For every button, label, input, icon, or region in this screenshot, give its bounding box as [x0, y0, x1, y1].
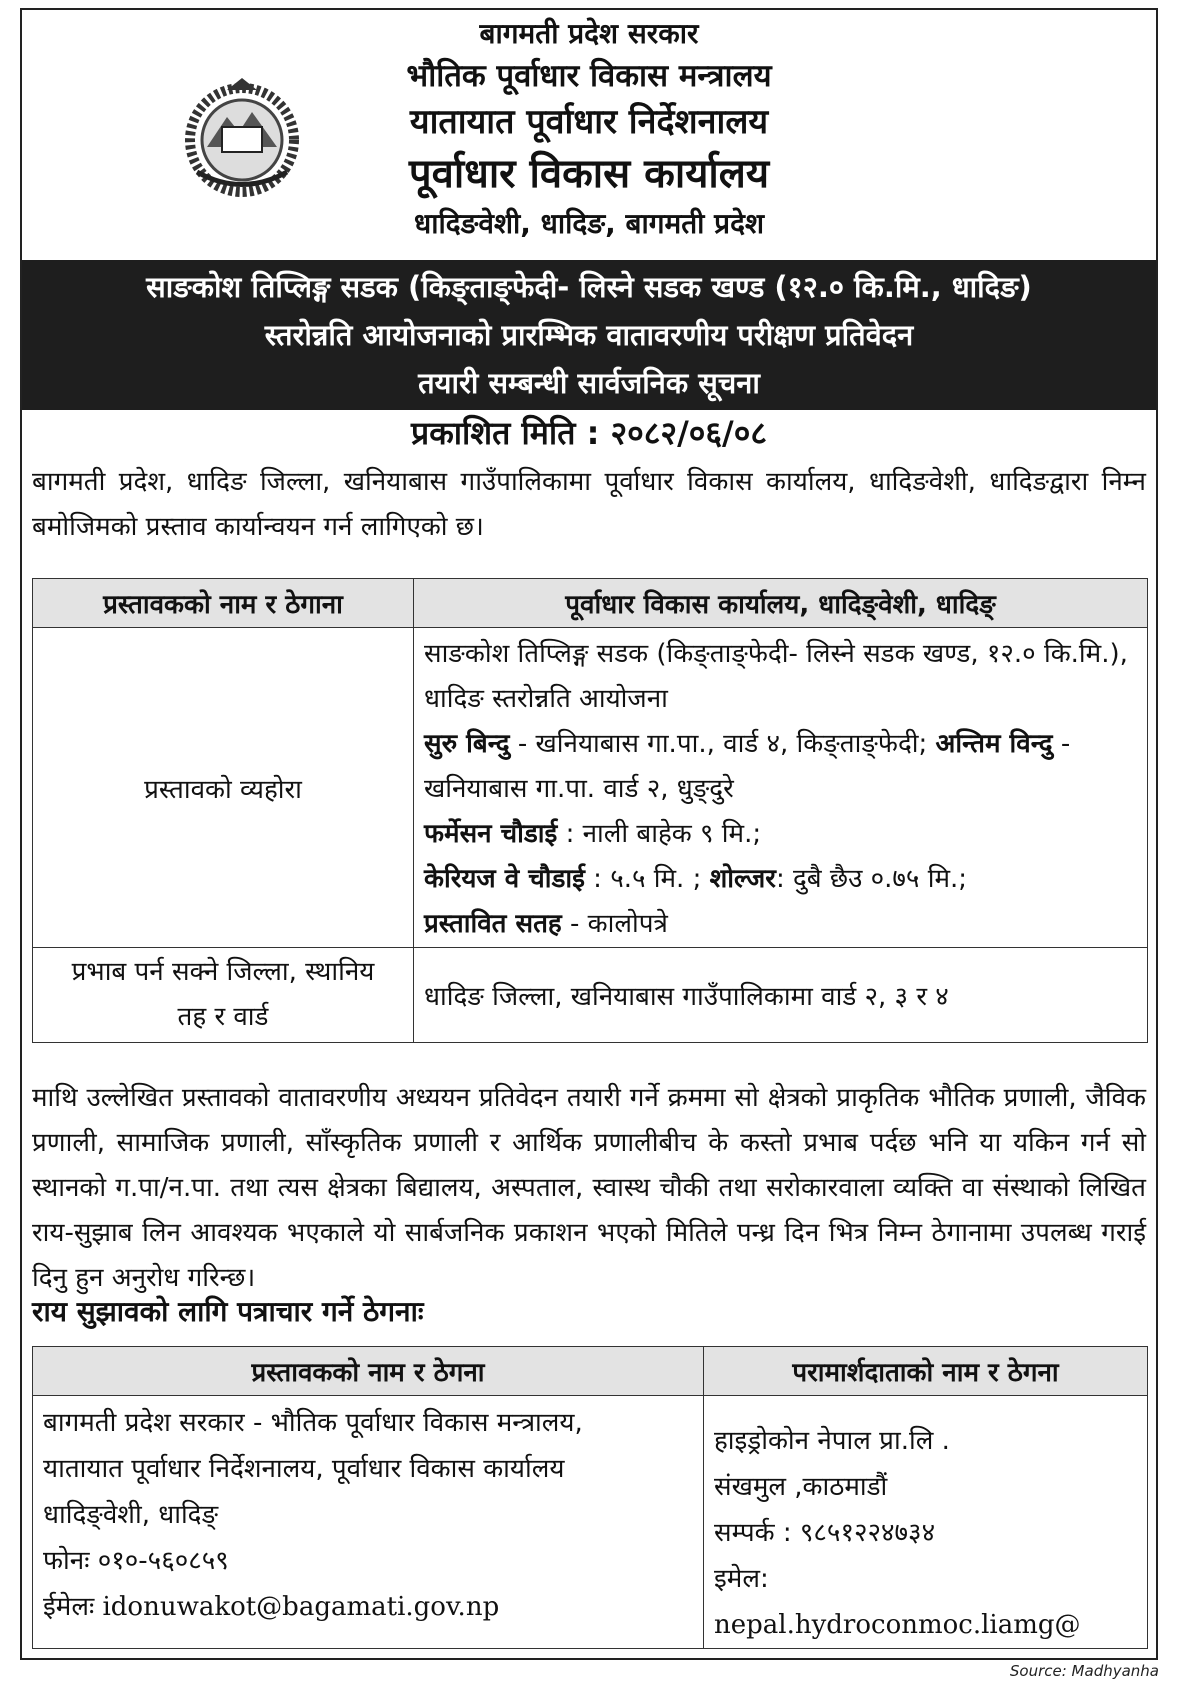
office-header: पूर्वाधार विकास कार्यालय, धादिङ्वेशी, धादिङ् — [414, 579, 1148, 628]
consultant-email-line: इमेल: nepal.hydroconmoc.liamg@ — [714, 1564, 1081, 1640]
header-line-3: यातायात पूर्वाधार निर्देशनालय — [409, 102, 769, 142]
request-paragraph: माथि उल्लेखित प्रस्तावको वातावरणीय अध्ययन प्रतिवेदन तयारी गर्ने क्रममा सो क्षेत्रको प्राकृतिक भौतिक प्रणाली, जैविक प्रणाली, सामाजिक प्रणाली, साँस्कृतिक प्रणाली र आर्थिक प्रणालीबीच के कस्तो प्रभाब पर्दछ भनि या यकिन गर्न सो स्थानको ग.पा/न.पा. तथा त्यस क्षेत्रका बिद्यालय, अस्पताल, स्वास्थ चौकी तथा सरोकारवाला व्यक्ति वा संस्थाको लिखित राय-सुझाब लिन आवश्यक भएकाले यो सार्बजनिक प्रकाशन भएको मितिले पन्ध्र दिन भित्र निम्न ठेगानामा उपलब्ध गराई दिनु हुन अनुरोध गरिन्छ। — [32, 1083, 1146, 1293]
government-emblem-icon — [177, 72, 307, 202]
proposer-header: प्रस्तावकको नाम र ठेगाना — [33, 579, 414, 628]
proposer-contact: बागमती प्रदेश सरकार - भौतिक पूर्वाधार विकास मन्त्रालय, यातायात पूर्वाधार निर्देशनालय, पूर्वाधार विकास कार्यालय धादिङ्वेशी, धादिङ् फोनः ०१०-५६०८५९ ईमेलः idonuwakot@bagamati.gov.np — [33, 1396, 704, 1649]
affected-area-value: धादिङ जिल्ला, खनियाबास गाउँपालिकामा वार्ड २, ३ र ४ — [414, 948, 1148, 1043]
source-credit: Source: Madhyanha — [1009, 1662, 1159, 1680]
header-line-1: बागमती प्रदेश सरकार — [479, 17, 699, 50]
correspondence-heading: राय सुझावको लागि पत्राचार गर्ने ठेगनाः — [32, 1295, 424, 1328]
banner-line-3: तयारी सम्बन्धी सार्वजनिक सूचना — [418, 366, 760, 400]
start-label: सुरु बिन्दु — [424, 729, 510, 759]
proposer-email-line: ईमेलः idonuwakot@bagamati.gov.np — [43, 1592, 500, 1622]
proposal-table — [32, 578, 1148, 1043]
start-end-points: सुरु बिन्दु - खनियाबास गा.पा., वार्ड ४, किङ्ताङ्फेदी; अन्तिम विन्दु - खनियाबास गा.पा. वार्ड २, धुङ्दुरे — [424, 729, 1071, 804]
formation-width: फर्मेसन चौडाई : नाली बाहेक ९ मि.; — [424, 819, 762, 849]
proposal-label: प्रस्तावको व्यहोरा — [33, 628, 414, 948]
banner-line-2: स्तरोन्नति आयोजनाको प्रारम्भिक वातावरणीय परीक्षण प्रतिवेदन — [264, 318, 914, 352]
public-notice — [20, 8, 1158, 1660]
carriageway-width: केरियज वे चौडाई : ५.५ मि. ; शोल्जर: दुबै छैउ ०.७५ मि.; — [424, 864, 968, 894]
published-date — [22, 410, 1156, 460]
published-date-value: २०८२/०६/०८ — [610, 414, 768, 452]
intro-paragraph: बागमती प्रदेश, धादिङ जिल्ला, खनियाबास गाउँपालिकामा पूर्वाधार विकास कार्यालय, धादिङवेशी, धादिङद्वारा निम्न बमोजिमको प्रस्ताव कार्यान्वयन गर्न लागिएको छ। — [32, 467, 1146, 542]
affected-area-label: प्रभाब पर्न सक्ने जिल्ला, स्थानिय तह र वार्ड — [33, 948, 414, 1043]
notice-header — [22, 10, 1156, 260]
proposal-details — [414, 628, 1148, 948]
header-line-5: धादिङवेशी, धादिङ, बागमती प्रदेश — [413, 207, 765, 240]
proposed-surface: प्रस्तावित सतह - कालोपत्रे — [424, 909, 668, 939]
project-name: साङकोश तिप्लिङ्ग सडक (किङ्ताङ्फेदी- लिस्ने सडक खण्ड, १२.० कि.मि.), धादिङ स्तरोन्नति आयोजना — [424, 639, 1128, 714]
contact-table — [32, 1346, 1148, 1649]
header-line-4: पूर्वाधार विकास कार्यालय — [408, 151, 770, 197]
consultant-email-link[interactable]: nepal.hydroconmoc.liamg@ — [714, 1610, 1081, 1640]
notice-title-banner — [22, 260, 1156, 410]
end-label: अन्तिम विन्दु — [935, 729, 1053, 759]
banner-line-1: साङकोश तिप्लिङ्ग सडक (किङ्ताङ्फेदी- लिस्ने सडक खण्ड (१२.० कि.मि., धादिङ) — [146, 270, 1032, 304]
proposer-phone: फोनः ०१०-५६०८५९ — [43, 1546, 229, 1576]
header-line-2: भौतिक पूर्वाधार विकास मन्त्रालय — [406, 58, 772, 94]
consultant-contact-header: परामार्शदाताको नाम र ठेगना — [704, 1347, 1148, 1396]
consultant-contact: हाइड्रोकोन नेपाल प्रा.लि . संखमुल ,काठमाडौं सम्पर्क : ९८५१२२४७३४ इमेल: nepal.hydroconmoc.liamg@ — [704, 1396, 1148, 1649]
consultant-phone: सम्पर्क : ९८५१२२४७३४ — [714, 1518, 936, 1548]
proposer-email-link[interactable]: idonuwakot@bagamati.gov.np — [102, 1592, 500, 1622]
published-label: प्रकाशित मिति : — [410, 414, 600, 452]
proposer-contact-header: प्रस्तावकको नाम र ठेगना — [33, 1347, 704, 1396]
